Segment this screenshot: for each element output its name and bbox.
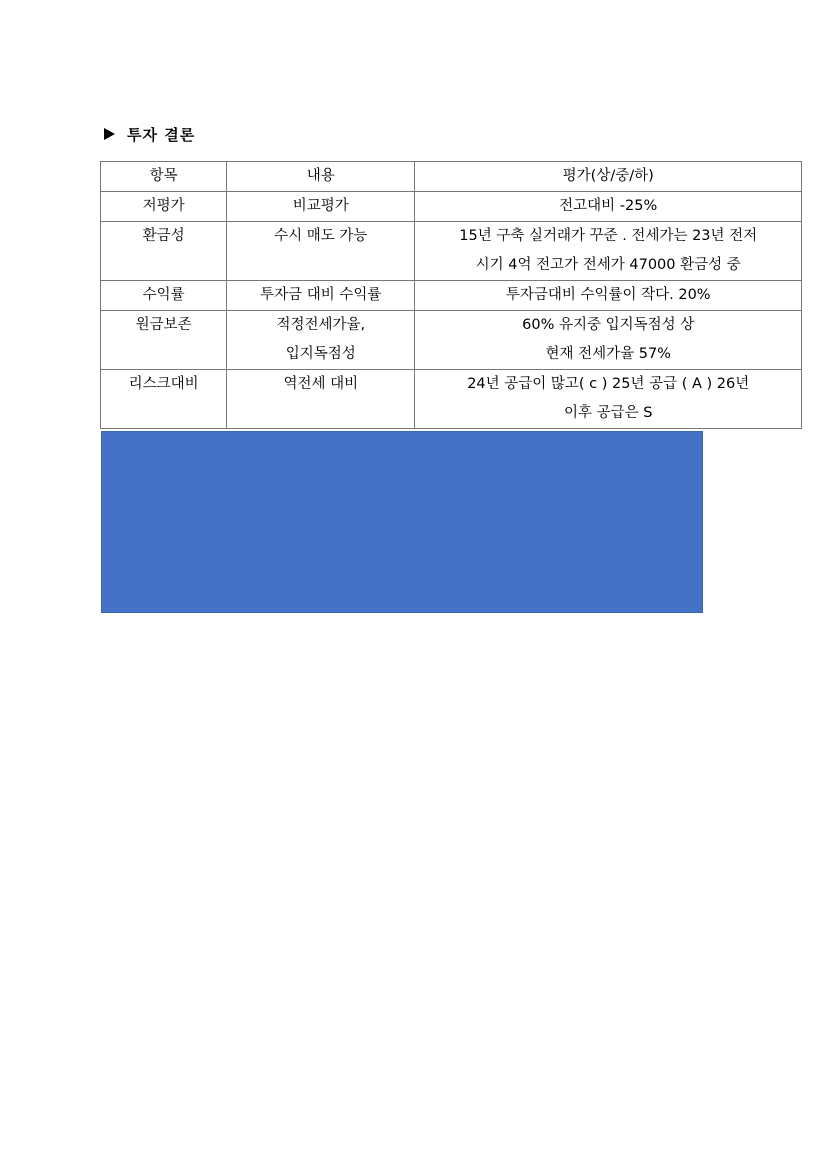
- right-triangle-icon: [104, 128, 115, 140]
- header-evaluation: 평가(상/중/하): [415, 162, 802, 192]
- row-item-cell: [101, 222, 227, 281]
- row-evaluation-text: 이후 공급은 S: [563, 405, 653, 421]
- row-evaluation-text: 시기 4억 전고가 전세가 47000 환금성 중: [475, 257, 741, 273]
- row-item-text: 원금보존: [135, 317, 192, 333]
- row-item-cell: [101, 311, 227, 370]
- section-title: 투자 결론: [127, 125, 196, 144]
- row-evaluation-text: 현재 전세가율 57%: [545, 346, 671, 362]
- blue-rectangle-shape: [101, 431, 703, 613]
- row-item-cell: [101, 370, 227, 429]
- row-content-cell: [227, 222, 415, 281]
- row-evaluation-cell: [415, 192, 802, 222]
- section-heading: [104, 122, 195, 146]
- row-evaluation-text: 60% 유지중 입지독점성 상: [522, 317, 695, 333]
- row-content-cell: [227, 281, 415, 311]
- row-item-cell: [101, 192, 227, 222]
- row-content-cell: [227, 311, 415, 370]
- row-content-text: 비교평가: [292, 198, 349, 214]
- row-evaluation-cell: [415, 370, 802, 429]
- row-content-text: 적정전세가율,: [276, 317, 366, 333]
- table-row: [101, 370, 802, 429]
- row-evaluation-text: 15년 구축 실거래가 꾸준 . 전세가는 23년 전저: [459, 228, 758, 244]
- table-row: [101, 192, 802, 222]
- table-header-row: [101, 162, 802, 192]
- table-row: [101, 222, 802, 281]
- row-evaluation-text: 전고대비 -25%: [559, 198, 658, 214]
- row-evaluation-cell: [415, 281, 802, 311]
- row-item-text: 저평가: [142, 198, 185, 214]
- row-content-text: 투자금 대비 수익률: [260, 287, 382, 303]
- row-evaluation-cell: [415, 222, 802, 281]
- row-evaluation-text: 투자금대비 수익률이 작다. 20%: [505, 287, 711, 303]
- header-content: 내용: [227, 162, 415, 192]
- row-content-cell: [227, 370, 415, 429]
- row-item-text: 수익률: [142, 287, 185, 303]
- header-item: 항목: [101, 162, 227, 192]
- row-content-cell: [227, 192, 415, 222]
- table-row: [101, 311, 802, 370]
- row-evaluation-text: 24년 공급이 많고( c ) 25년 공급 ( A ) 26년: [467, 376, 750, 392]
- table-row: [101, 281, 802, 311]
- row-evaluation-cell: [415, 311, 802, 370]
- evaluation-table: [100, 161, 802, 429]
- row-content-text: 역전세 대비: [283, 376, 359, 392]
- row-item-cell: [101, 281, 227, 311]
- row-content-text: 입지독점성: [285, 346, 356, 362]
- row-item-text: 리스크대비: [128, 376, 199, 392]
- row-content-text: 수시 매도 가능: [274, 228, 368, 244]
- row-item-text: 환금성: [142, 228, 185, 244]
